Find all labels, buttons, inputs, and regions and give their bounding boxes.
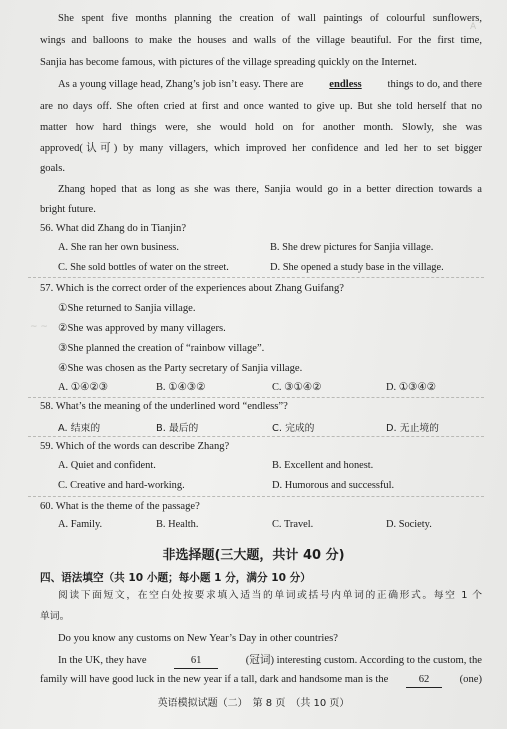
question-59-option-c[interactable]: C. Creative and hard-working. <box>58 480 185 491</box>
passage-text: things to do, and there <box>387 79 482 90</box>
question-57-option-a[interactable]: A. ①④②③ <box>58 382 108 393</box>
cloze-line: Do you know any customs on New Year’s Day in other countries? <box>58 633 338 644</box>
page-footer: 英语模拟试题（二） 第 8 页 （共 10 页） <box>157 698 350 709</box>
instruction-line: 单词。 <box>40 611 70 622</box>
question-59-option-d[interactable]: D. Humorous and successful. <box>272 480 395 491</box>
question-57-item: ④She was chosen as the Party secretary of Sanjia village. <box>58 363 303 374</box>
question-56-option-d[interactable]: D. She opened a study base in the village. <box>270 262 444 273</box>
question-60-option-d[interactable]: D. Society. <box>386 519 432 530</box>
divider <box>28 397 484 398</box>
passage-text: As a young village head, Zhang’s job isn’t easy. There are <box>58 79 304 90</box>
divider <box>28 277 484 278</box>
question-60-option-a[interactable]: A. Family. <box>58 519 103 530</box>
question-57-option-c[interactable]: C. ③①④② <box>272 382 322 393</box>
passage-line <box>58 78 482 92</box>
divider <box>28 436 484 437</box>
blank-61[interactable]: 61 <box>174 654 218 669</box>
question-57-stem: 57. Which is the correct order of the experiences about Zhang Guifang? <box>40 283 344 294</box>
question-59-stem: 59. Which of the words can describe Zhang? <box>40 441 230 452</box>
question-58-option-d[interactable]: D. 无止境的 <box>386 423 439 434</box>
question-57-option-d[interactable]: D. ①③④② <box>386 382 436 393</box>
passage-line: wings and balloons to make the houses and walls of the village beautiful. For the first time, <box>40 35 482 46</box>
bleed-through-mark: A <box>470 22 477 32</box>
passage-line: Zhang hoped that as long as she was there, Sanjia would go in a better direction towards a <box>58 184 482 195</box>
question-59-option-a[interactable]: A. Quiet and confident. <box>58 460 156 471</box>
question-56-stem: 56. What did Zhang do in Tianjin? <box>40 223 187 234</box>
question-58-option-a[interactable]: A. 结束的 <box>58 423 101 434</box>
question-58-stem: 58. What’s the meaning of the underlined word “endless”? <box>40 401 288 412</box>
cloze-text: (one) <box>459 674 482 685</box>
blank-62[interactable]: 62 <box>406 673 442 688</box>
instruction-line: 阅读下面短文，在空白处按要求填入适当的单词或括号内单词的正确形式。每空 1 个 <box>58 590 482 601</box>
cloze-text: In the UK, they have <box>58 655 147 666</box>
cloze-text: (冠词) interesting custom. According to the custom, the <box>245 655 482 666</box>
question-58-option-b[interactable]: B. 最后的 <box>156 423 199 434</box>
passage-line: approved(认可) by many villagers, which improved her confidence and led her to set bigger <box>40 143 482 154</box>
question-60-stem: 60. What is the theme of the passage? <box>40 501 200 512</box>
divider <box>28 496 484 497</box>
question-56-option-b[interactable]: B. She drew pictures for Sanjia village. <box>270 242 434 253</box>
question-56-option-c[interactable]: C. She sold bottles of water on the street. <box>58 262 229 273</box>
question-56-option-a[interactable]: A. She ran her own business. <box>58 242 179 253</box>
question-57-item: ②She was approved by many villagers. <box>58 323 226 334</box>
question-58-option-c[interactable]: C. 完成的 <box>272 423 315 434</box>
passage-line: bright future. <box>40 204 96 215</box>
passage-line: Sanjia has become famous, with pictures of the village spreading quickly on the Internet. <box>40 57 417 68</box>
cloze-text: family will have good luck in the new year if a tall, dark and handsome man is the <box>40 674 389 685</box>
question-57-item: ③She planned the creation of “rainbow village”. <box>58 343 265 354</box>
question-57-item: ①She returned to Sanjia village. <box>58 303 196 314</box>
passage-line: matter how hard things were, she would hold on for another month. Slowly, she was <box>40 122 482 133</box>
question-60-option-b[interactable]: B. Health. <box>156 519 199 530</box>
cloze-line <box>40 673 482 688</box>
cloze-line <box>58 654 482 669</box>
section-heading: 四、语法填空（共 10 小题；每小题 1 分，满分 10 分） <box>40 572 311 584</box>
passage-line: are no days off. She often cried at first and once wanted to give up. But she told herself that no <box>40 101 482 112</box>
question-57-option-b[interactable]: B. ①④③② <box>156 382 206 393</box>
question-59-option-b[interactable]: B. Excellent and honest. <box>272 460 374 471</box>
passage-line: She spent five months planning the creation of wall paintings of colourful sunflowers, <box>58 13 482 24</box>
section-title: 非选择题(三大题，共计 40 分) <box>162 548 345 563</box>
bleed-through-mark: ~ ~ <box>30 322 48 332</box>
question-60-option-c[interactable]: C. Travel. <box>272 519 314 530</box>
underlined-word-endless: endless <box>329 79 362 90</box>
passage-line: goals. <box>40 163 66 174</box>
